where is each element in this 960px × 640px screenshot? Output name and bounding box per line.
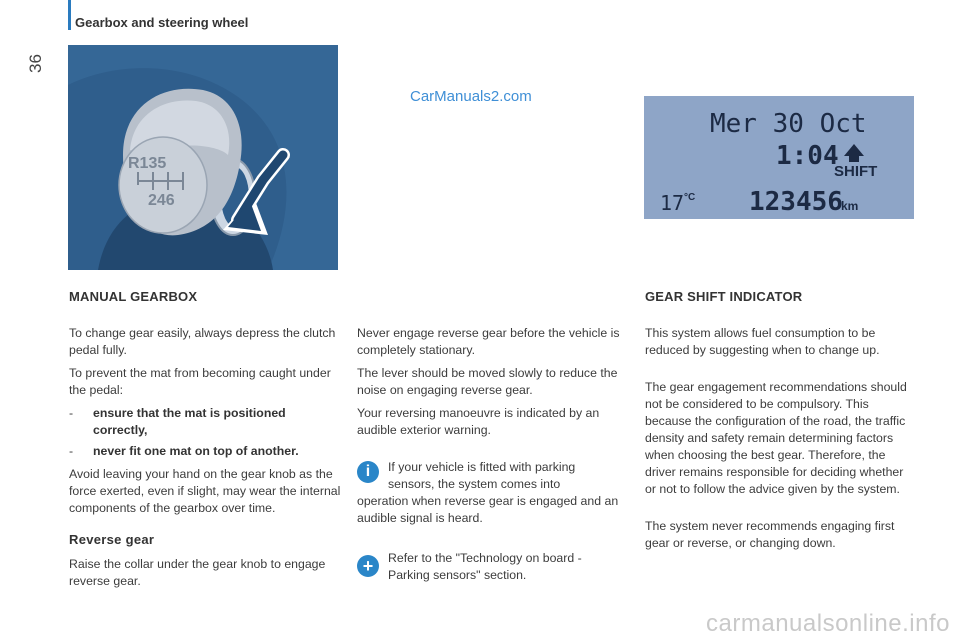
display-temp-unit: °C: [684, 192, 696, 203]
page-number: 36: [26, 54, 45, 73]
bullet-dash: -: [69, 444, 74, 458]
manual-gearbox-p3: Avoid leaving your hand on the gear knob as the force exerted, even if slight, may wear the internal components of the gearbox over time.: [69, 467, 341, 515]
info-note-rest: operation when reverse gear is engaged and an audible signal is heard.: [357, 494, 619, 525]
manual-gearbox-p2: To prevent the mat from becoming caught under the pedal:: [69, 366, 331, 397]
display-date: Mer 30 Oct: [710, 109, 867, 139]
display-temperature: 17: [660, 191, 685, 215]
display-odometer-unit: km: [841, 199, 859, 213]
middle-p3: Your reversing manoeuvre is indicated by an audible exterior warning.: [357, 406, 600, 437]
bullet-dash: -: [69, 406, 74, 420]
middle-column: [357, 325, 629, 439]
manual-gearbox-body: [69, 325, 341, 517]
watermark-bottom[interactable]: carmanualsonline.info: [706, 610, 950, 637]
gear-shift-p2: The gear engagement recommendations should not be considered to be compulsory. This because the configuration of the road, the traffic density and safety remain determining factors when choosing the best gear. Therefore, the driver remains responsible for deciding whether or not to follow the advice given by the system.: [645, 380, 907, 496]
middle-p2: The lever should be moved slowly to reduce the noise on engaging reverse gear.: [357, 366, 618, 397]
display-shift-label: SHIFT: [834, 163, 878, 180]
plus-icon: +: [357, 555, 379, 577]
info-note-lead: If your vehicle is fitted with parking sensors, the system comes into: [388, 460, 576, 491]
reference-note: Refer to the "Technology on board - Parking sensors" section.: [388, 551, 582, 582]
section-marker-bar: [68, 0, 71, 30]
gear-shift-body: [645, 325, 913, 552]
bullet-item: [69, 443, 341, 460]
watermark-top[interactable]: CarManuals2.com: [410, 88, 532, 105]
bullet-text: never fit one mat on top of another.: [93, 444, 299, 458]
manual-gearbox-p1: To change gear easily, always depress the clutch pedal fully.: [69, 326, 336, 357]
gear-shift-p3: The system never recommends engaging first gear or reverse, or changing down.: [645, 519, 895, 550]
middle-p1: Never engage reverse gear before the vehicle is completely stationary.: [357, 326, 620, 357]
display-odometer: 123456: [749, 187, 843, 217]
section-title: Gearbox and steering wheel: [75, 15, 249, 30]
gear-pattern-bottom-row: 246: [148, 192, 175, 209]
manual-gearbox-title: MANUAL GEARBOX: [69, 289, 198, 304]
gear-knob-illustration: [68, 45, 338, 270]
gear-shift-p1: This system allows fuel consumption to be reduced by suggesting when to change up.: [645, 326, 880, 357]
instrument-display-panel: [644, 96, 914, 219]
reverse-gear-p1: Raise the collar under the gear knob to engage reverse gear.: [69, 557, 326, 588]
gear-pattern-top-row: R135: [128, 155, 167, 172]
bullet-text: ensure that the mat is positioned correctly,: [93, 406, 286, 437]
gear-shift-indicator-title: GEAR SHIFT INDICATOR: [645, 289, 803, 304]
info-icon: i: [357, 461, 379, 483]
reverse-gear-title: Reverse gear: [69, 532, 155, 547]
bullet-item: [69, 405, 341, 439]
display-time: 1:04: [776, 141, 839, 171]
